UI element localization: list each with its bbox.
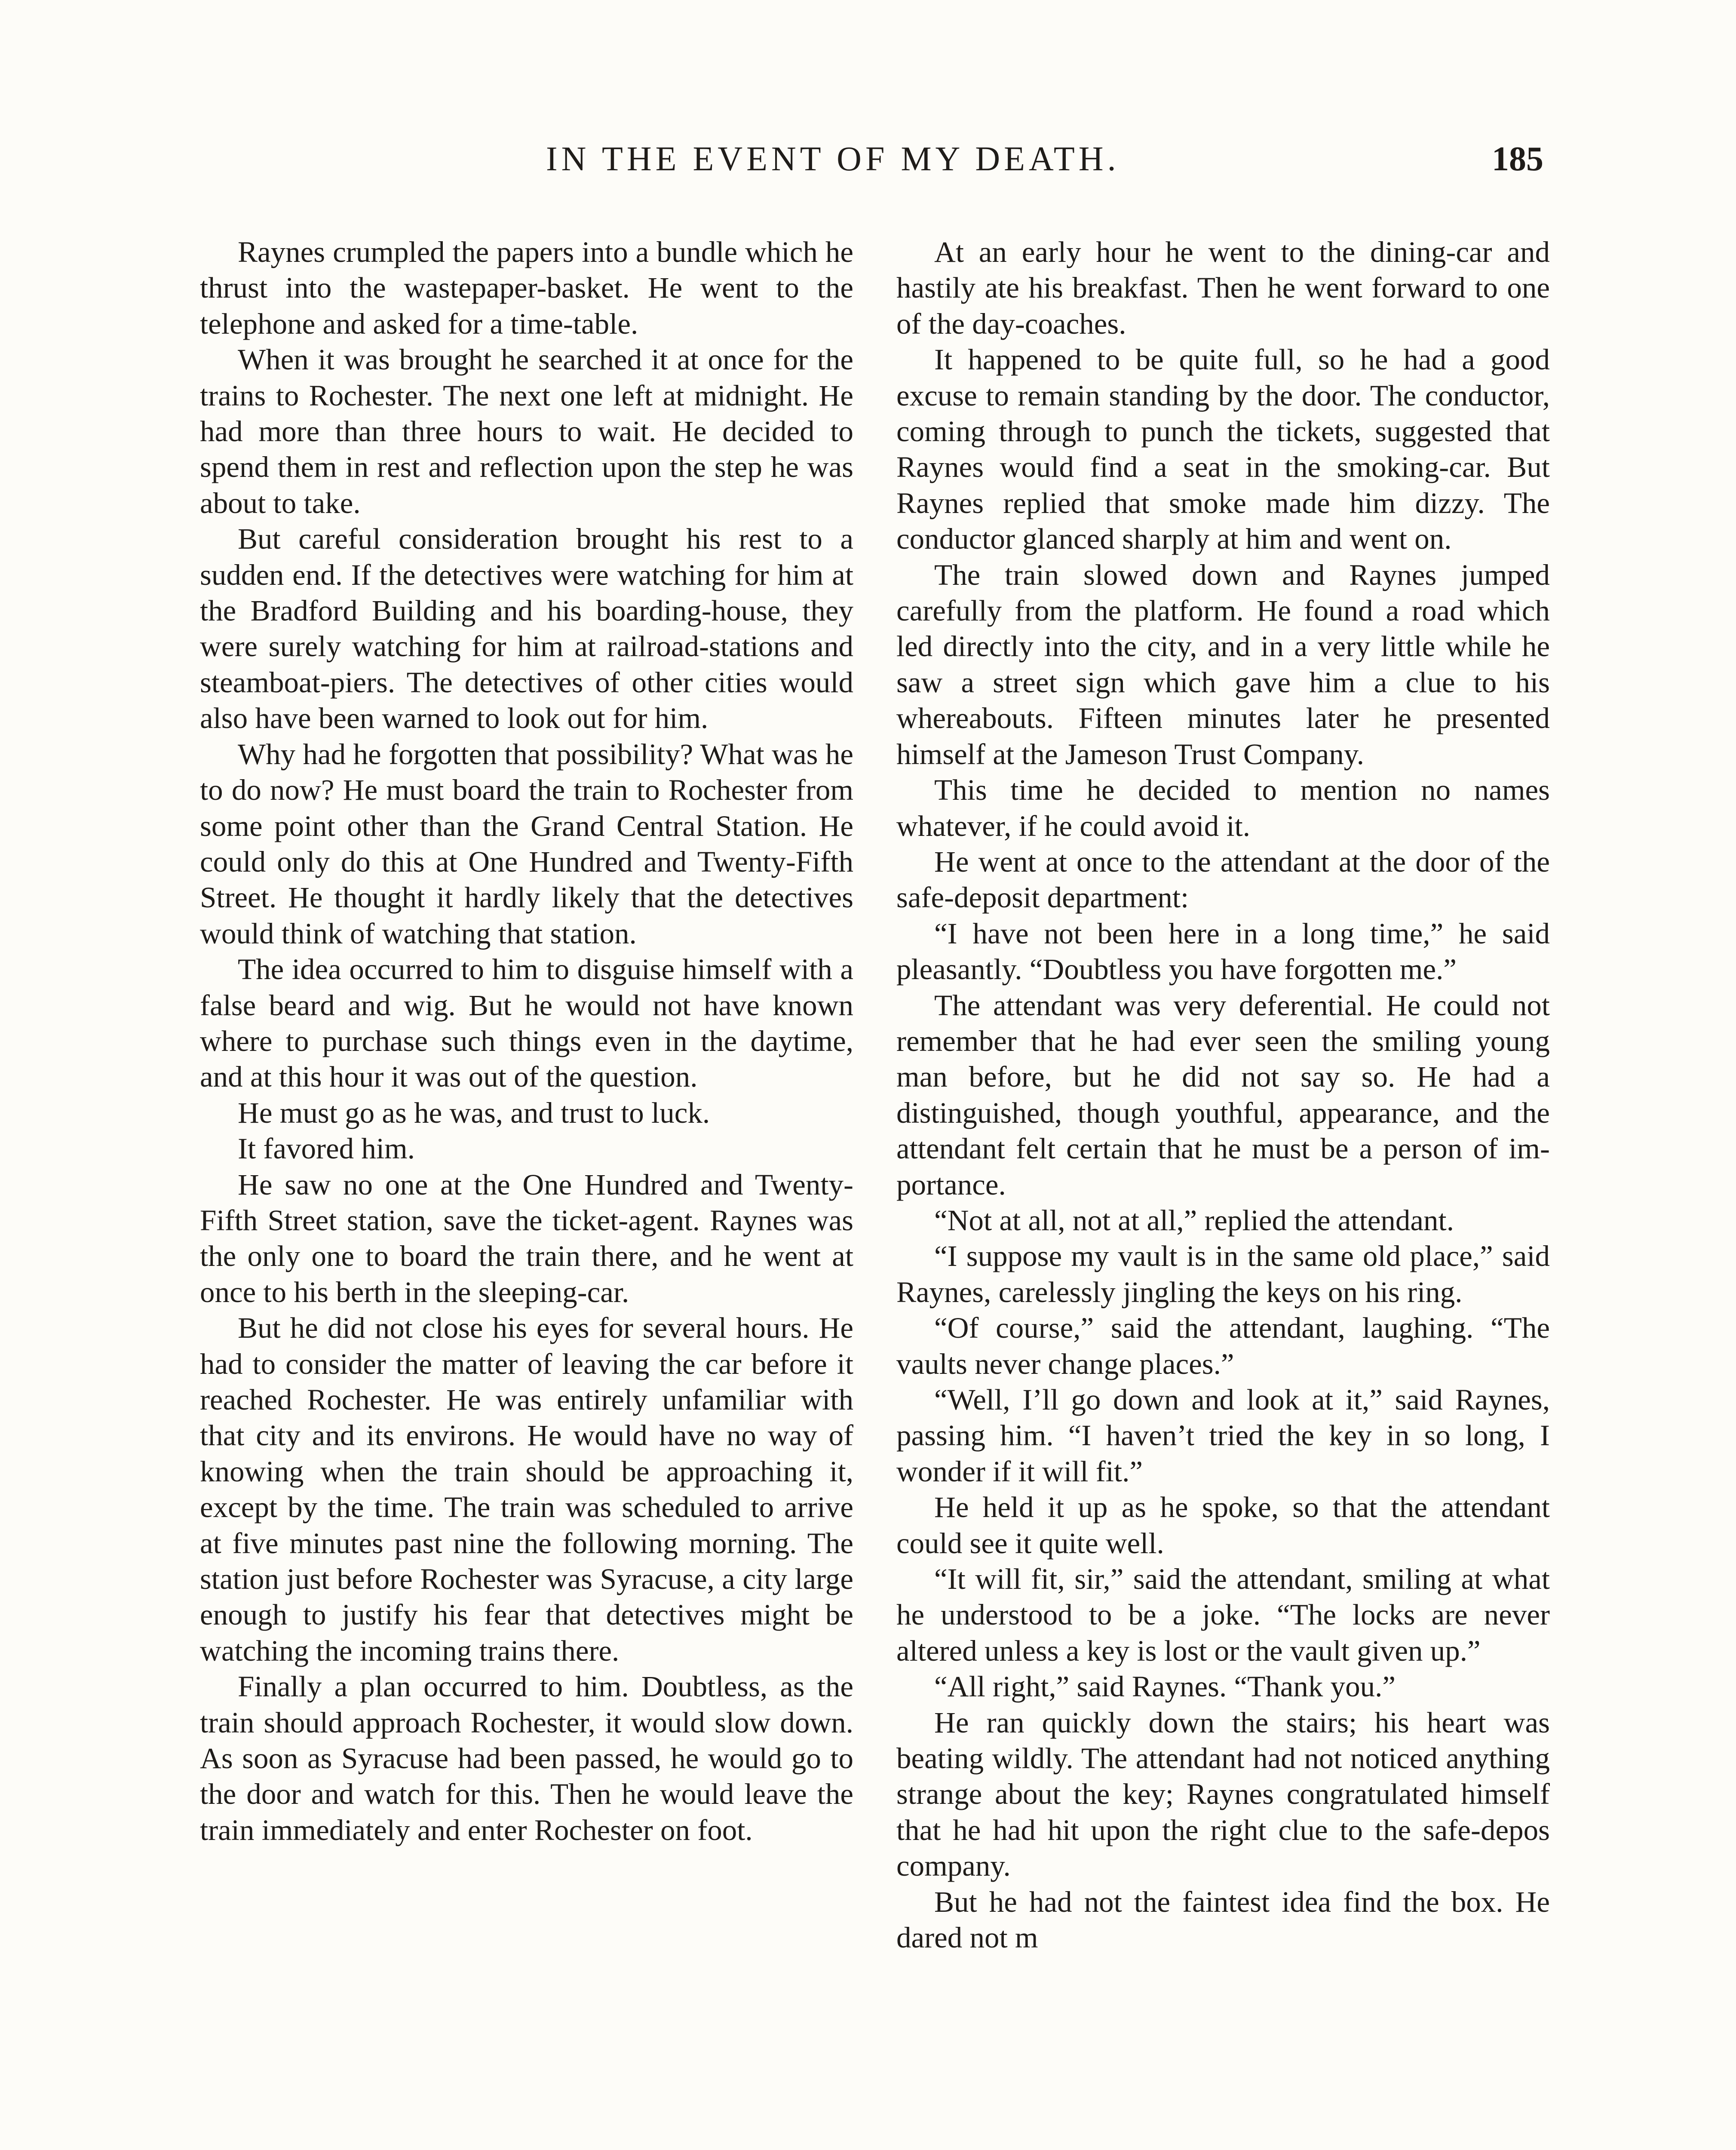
paragraph: The attendant was very deferential. He could not remember that he had ever seen the smiling young man before, but he did not say so. He had a distinguished, though youthful, appearance, and the attendant felt certain that he must be a person of importance. [896, 989, 1550, 1201]
paragraph: “I have not been here in a long time,” he said pleasantly. “Doubtless you have forgotten me.” [896, 917, 1550, 986]
paragraph: The idea occurred to him to disguise himself with a false beard and wig. But he would not have known where to purchase such things even in the daytime, and at this hour it was out of the question. [200, 953, 853, 1093]
paragraph: Why had he forgotten that possibility? What was he to do now? He must board the train to Rochester from some point other than the Grand Central Station. He could only do this at One Hundred and Twenty-Fifth Street. He thought it hardly likely that the detectives would think of watching that station. [200, 737, 853, 950]
paragraph: He went at once to the attendant at the door of the safe-deposit department: [896, 845, 1550, 914]
paragraph: But careful consideration brought his rest to a sudden end. If the detectives were watching for him at the Bradford Building and his boarding-house, they were surely watching for him at railroad-stations and steamboat-piers. The detectives of other cities would also have been warned to look out for him. [200, 522, 853, 735]
running-title: IN THE EVENT OF MY DEATH. [546, 140, 1120, 178]
paragraph: But he did not close his eyes for several hours. He had to consider the matter of leaving the car before it reached Rochester. He was entirely unfamiliar with that city and its environs. He would have no way of knowing when the train should be approaching it, except by the time. The train was scheduled to arrive at five minutes past nine the following morning. The station just before Rochester was Syracuse, a city large enough to justify his fear that detectives might be watching the incoming trains there. [200, 1312, 853, 1667]
paragraph: At an early hour he went to the dining-car and hastily ate his breakfast. Then he went forward to one of the day-coaches. [896, 236, 1550, 340]
paragraph: “Well, I’ll go down and look at it,” said Raynes, passing him. “I haven’t tried the key in so long, I wonder if it will fit.” [896, 1383, 1550, 1488]
paragraph: It happened to be quite full, so he had a good excuse to remain standing by the door. The conductor, coming through to punch the tickets, suggested that Raynes would find a seat in the smoking-car. But Raynes replied that smoke made him dizzy. The conductor glanced sharply at him and went on. [896, 343, 1550, 556]
paragraph: This time he decided to mention no names whatever, if he could avoid it. [896, 774, 1550, 842]
page-number: 185 [1492, 140, 1543, 178]
paragraph: When it was brought he searched it at once for the trains to Rochester. The next one left at midnight. He had more than three hours to wait. He decided to spend them in rest and reflection upon the step he was about to take. [200, 343, 853, 519]
paragraph: It favored him. [238, 1132, 415, 1165]
paragraph: “I suppose my vault is in the same old place,” said Raynes, carelessly jingling the keys on his ring. [896, 1240, 1550, 1308]
paragraph: He held it up as he spoke, so that the attendant could see it quite well. [896, 1491, 1550, 1560]
paragraph: “It will fit, sir,” said the attendant, smiling at what he understood to be a joke. “The locks are never altered unless a key is lost or the vault given up.” [896, 1563, 1550, 1667]
right-column [896, 234, 1550, 1956]
paragraph: Finally a plan occurred to him. Doubtless, as the train should approach Rochester, it would slow down. As soon as Syracuse had been passed, he would go to the door and watch for this. Then he would leave the train immediately and enter Rochester on foot. [200, 1670, 853, 1846]
paragraph: He ran quickly down the stairs; his heart was beating wildly. The attendant had not noticed anything strange about the key; Raynes congratulated himself that he had hit upon the right clue to the safe-depos company. [896, 1706, 1550, 1883]
paragraph: The train slowed down and Raynes jumped carefully from the platform. He found a road which led directly into the city, and in a very little while he saw a street sign which gave him a clue to his whereabouts. Fifteen minutes later he presented himself at the Jameson Trust Company. [896, 558, 1550, 771]
paragraph: He saw no one at the One Hundred and Twenty-Fifth Street station, save the ticket-agent. Raynes was the only one to board the train there, and he went at once to his berth in the sleeping-car. [200, 1168, 853, 1308]
paragraph: Raynes crumpled the papers into a bundle which he thrust into the wastepaper-basket. He went to the telephone and asked for a time-table. [200, 236, 853, 340]
left-column [200, 234, 853, 1848]
paragraph: He must go as he was, and trust to luck. [238, 1096, 710, 1129]
paragraph: “Not at all, not at all,” replied the attendant. [934, 1204, 1454, 1237]
paragraph: “All right,” said Raynes. “Thank you.” [934, 1670, 1396, 1703]
paragraph: But he had not the faintest idea find the box. He dared not m [896, 1885, 1550, 1954]
paragraph: “Of course,” said the attendant, laughing. “The vaults never change places.” [896, 1312, 1550, 1380]
